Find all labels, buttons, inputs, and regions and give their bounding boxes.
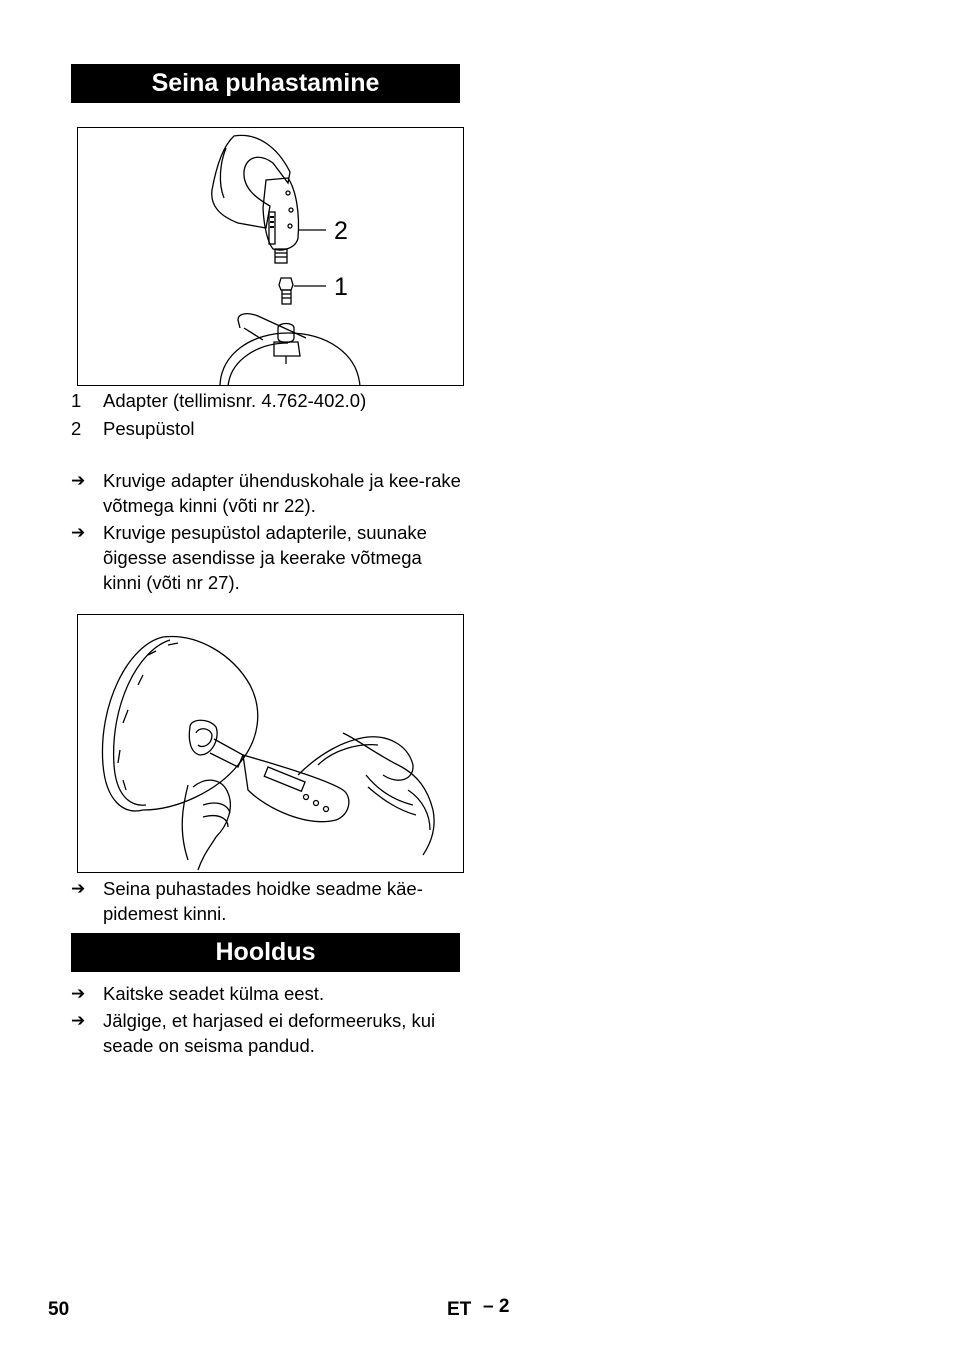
instruction-step — [71, 981, 463, 1006]
callout-1: 1 — [334, 273, 348, 301]
section-title-wall-cleaning: Seina puhastamine — [71, 64, 460, 103]
arrow-right-icon: ➔ — [71, 523, 86, 542]
callout-2: 2 — [334, 217, 348, 245]
arrow-right-icon: ➔ — [71, 1011, 86, 1030]
instruction-text: Kruvige pesupüstol adapterile, suunake õigesse asendisse ja keerake võtmega kinni (võti nr 27). — [103, 522, 427, 593]
instruction-step — [71, 1008, 463, 1058]
instruction-step — [71, 520, 463, 595]
instruction-text: Kruvige adapter ühenduskohale ja kee-rake võtmega kinni (võti nr 22). — [103, 470, 461, 516]
figure-wall-cleaning — [77, 614, 464, 873]
instruction-text: Jälgige, et harjased ei deformeeruks, kui seade on seisma pandud. — [103, 1010, 436, 1056]
legend-text: Pesupüstol — [103, 418, 195, 439]
section-page-indicator: – 2 — [483, 1296, 510, 1317]
language-code: ET — [447, 1299, 472, 1320]
instruction-step — [71, 468, 463, 518]
instruction-text: Kaitske seadet külma eest. — [103, 983, 325, 1004]
adapter-assembly-illustration — [78, 128, 464, 386]
figure-adapter-assembly — [77, 127, 464, 386]
arrow-right-icon: ➔ — [71, 879, 86, 898]
legend-number: 2 — [71, 418, 82, 439]
page-number: 50 — [48, 1299, 70, 1320]
instruction-step — [71, 876, 463, 926]
arrow-right-icon: ➔ — [71, 471, 86, 490]
legend-text: Adapter (tellimisnr. 4.762-402.0) — [103, 390, 367, 411]
wall-cleaning-illustration — [78, 615, 464, 873]
legend-number: 1 — [71, 390, 82, 411]
arrow-right-icon: ➔ — [71, 984, 86, 1003]
section-title-maintenance: Hooldus — [71, 933, 460, 972]
instruction-text: Seina puhastades hoidke seadme käe-pidemest kinni. — [103, 878, 423, 924]
